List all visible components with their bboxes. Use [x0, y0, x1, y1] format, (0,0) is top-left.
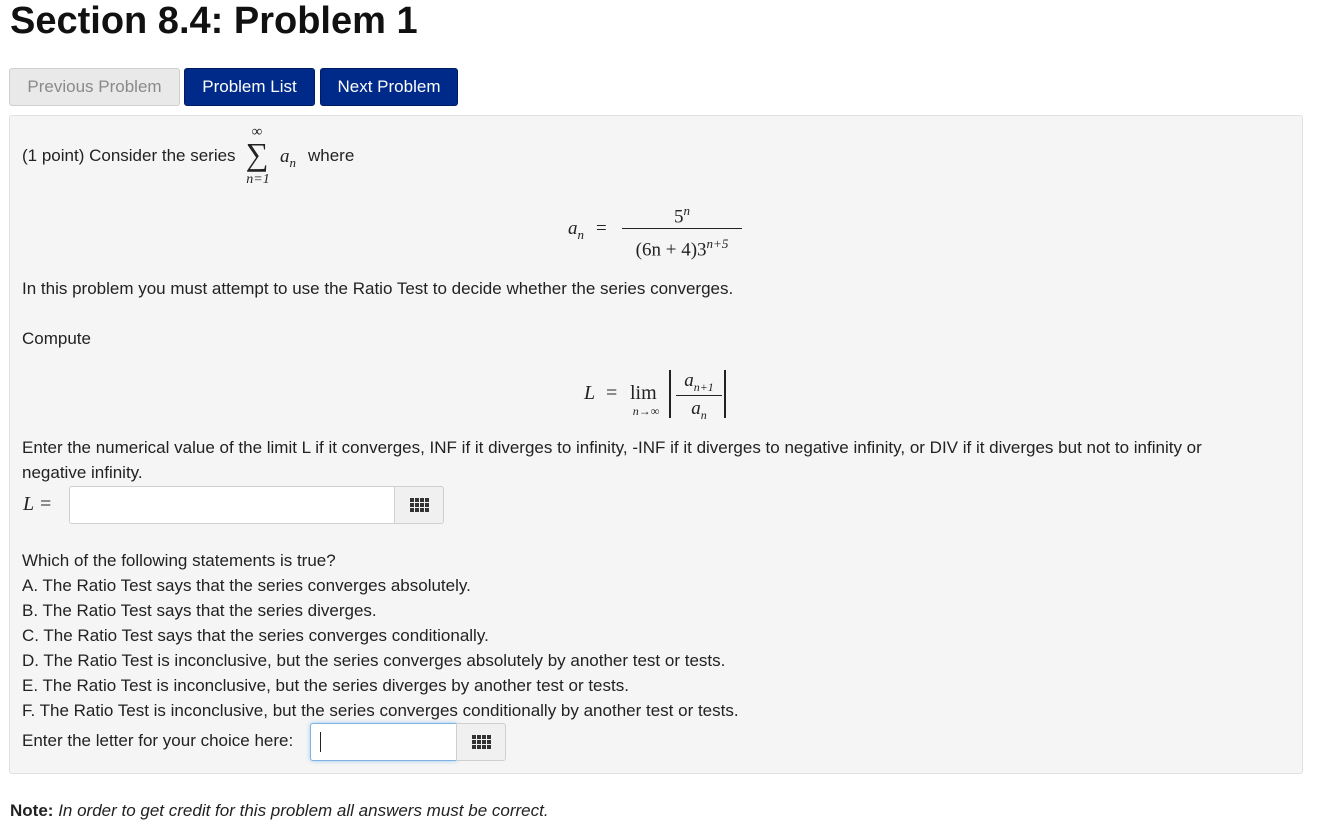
sum-lower-limit: n=1: [246, 172, 270, 187]
option-d: D. The Ratio Test is inconclusive, but the series converges absolutely by another test or tests.: [22, 651, 726, 670]
intro-text: (1 point) Consider the series: [22, 146, 236, 165]
option-a: A. The Ratio Test says that the series converges absolutely.: [22, 576, 471, 595]
note-label: Note:: [10, 801, 54, 820]
choice-equation-editor-button[interactable]: [456, 723, 506, 761]
limit-under: n→∞: [632, 404, 660, 418]
option-e: E. The Ratio Test is inconclusive, but the series diverges by another test or tests.: [22, 676, 629, 695]
l-input-label: L =: [23, 493, 53, 515]
next-problem-button[interactable]: Next Problem: [320, 68, 458, 106]
option-f: F. The Ratio Test is inconclusive, but the series converges conditionally by another test or tests.: [22, 701, 739, 720]
note: [10, 801, 549, 821]
enter-instruction-line1: Enter the numerical value of the limit L if it converges, INF if it diverges to infinity, -INF if it diverges to negative infinity, or DIV if it diverges but not to infinity or: [22, 438, 1202, 457]
fraction-bar: [622, 228, 742, 229]
choice-answer-input[interactable]: [310, 723, 457, 761]
grid-icon: [472, 735, 491, 749]
limit-equation-editor-button[interactable]: [394, 486, 444, 524]
grid-icon: [410, 498, 429, 512]
abs-bar-left: [669, 370, 671, 418]
problem-list-button[interactable]: Problem List: [184, 68, 315, 106]
sum-term: $a_n$: [280, 146, 296, 170]
limit-answer-input[interactable]: [69, 486, 395, 524]
definition-numerator: 5$^n$: [674, 203, 690, 228]
definition-equals: =: [596, 218, 607, 239]
choice-label: Enter the letter for your choice here:: [22, 731, 294, 750]
note-text: In order to get credit for this problem all answers must be correct.: [58, 801, 549, 820]
option-b: B. The Ratio Test says that the series diverges.: [22, 601, 377, 620]
text-caret: [320, 732, 321, 752]
sum-upper-limit: ∞: [251, 124, 263, 140]
intro-suffix: where: [308, 146, 355, 165]
question-text: Which of the following statements is true?: [22, 551, 336, 570]
compute-label: Compute: [22, 329, 91, 348]
option-c: C. The Ratio Test says that the series converges conditionally.: [22, 626, 489, 645]
enter-instruction-line2: negative infinity.: [22, 463, 143, 482]
limit-lhs: L: [584, 382, 596, 404]
limit-fraction-bar: [676, 395, 722, 396]
abs-bar-right: [724, 370, 726, 418]
page-title: Section 8.4: Problem 1: [10, 0, 418, 42]
limit-numerator: $a_{n+1}$: [684, 370, 714, 394]
limit-denominator: $a_n$: [691, 398, 707, 422]
previous-problem-button[interactable]: Previous Problem: [9, 68, 180, 106]
definition-lhs: $a_n$: [568, 218, 584, 242]
limit-equals: =: [606, 382, 618, 404]
sum-symbol: ∑: [245, 136, 269, 172]
problem-body: [9, 115, 1303, 774]
limit-operator: lim: [630, 382, 657, 404]
definition-denominator: $(6n + 4)3^{n+5}$: [635, 236, 729, 261]
ratio-instruction: In this problem you must attempt to use the Ratio Test to decide whether the series converges.: [22, 279, 734, 298]
